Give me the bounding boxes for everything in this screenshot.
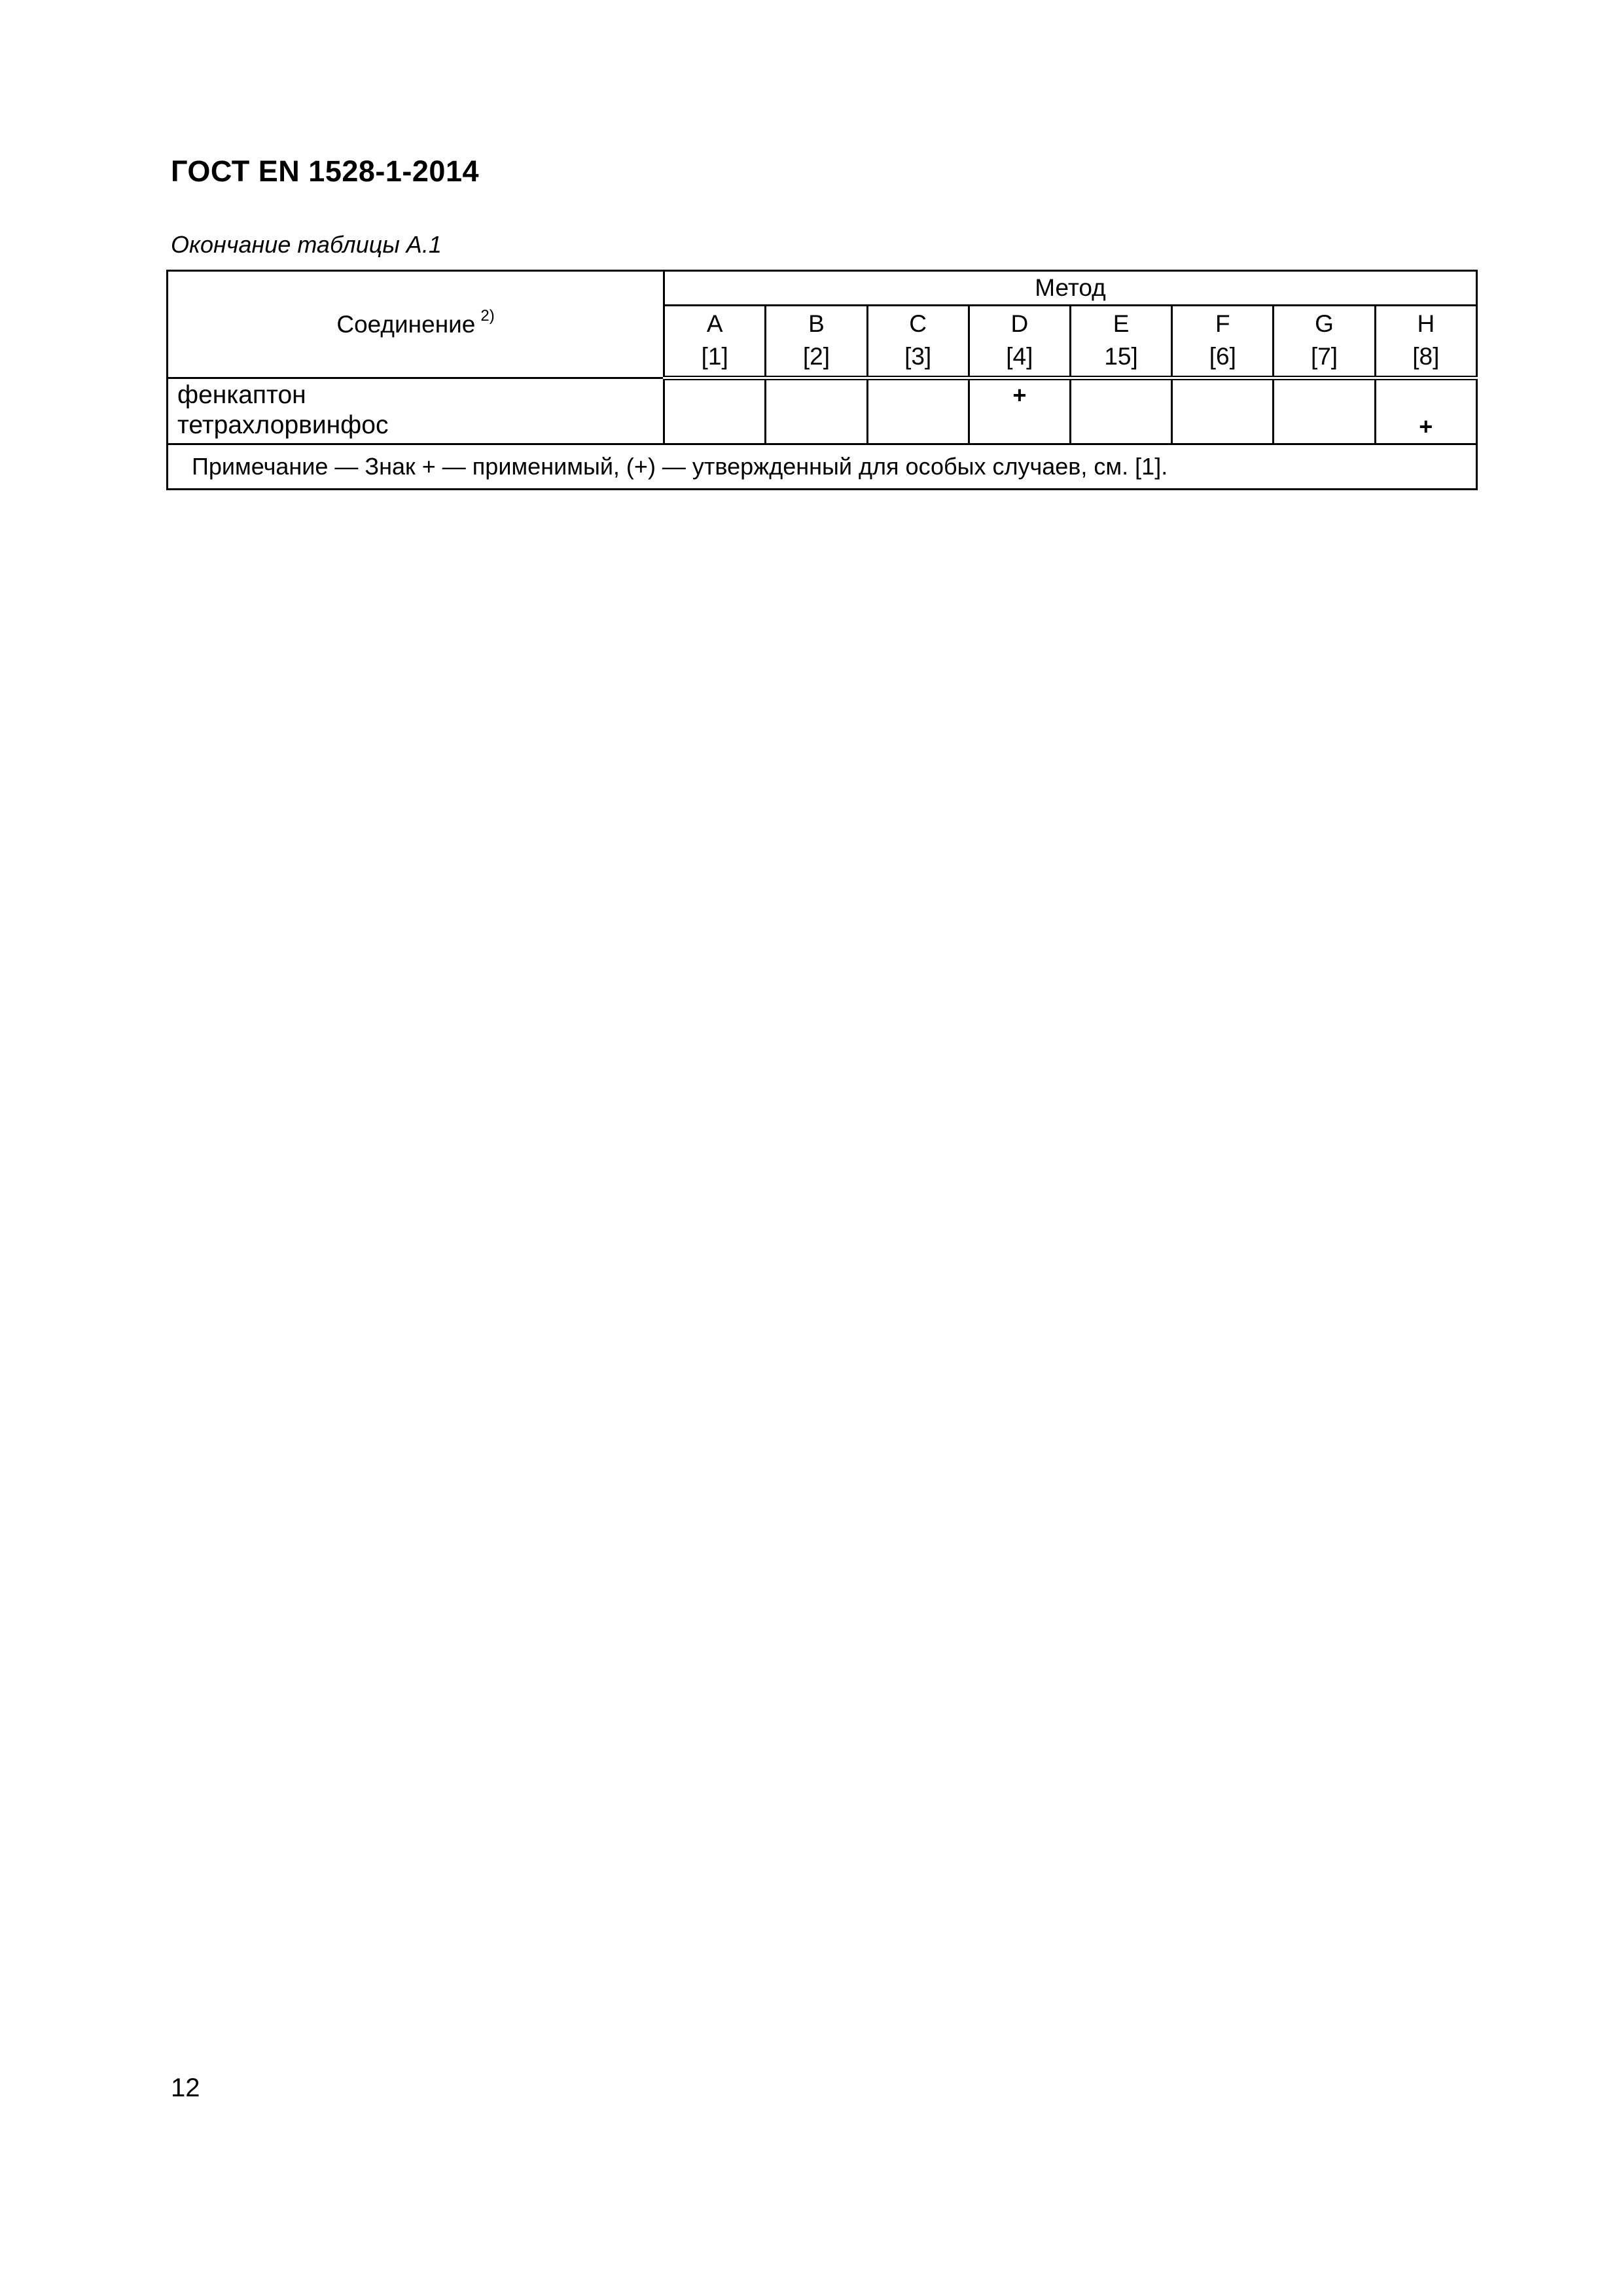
page-number: 12: [171, 2073, 200, 2102]
method-letter: G: [1315, 310, 1334, 337]
compound-name: тетрахлорвинфос: [177, 411, 389, 439]
table-note: Примечание — Знак + — применимый, (+) — утвержденный для особых случаев, см. [1].: [168, 444, 1477, 490]
method-letter: F: [1215, 310, 1230, 337]
table-cell: [1070, 378, 1171, 444]
compound-header-footnote: 2): [480, 306, 495, 325]
method-reference: 15]: [1104, 343, 1138, 370]
method-letter: Н: [1417, 310, 1435, 337]
table-cell: [969, 378, 1070, 444]
method-letter: С: [909, 310, 927, 337]
method-letter: Е: [1113, 310, 1130, 337]
applicable-mark: +: [1419, 413, 1433, 440]
compound-header: Соединение: [336, 310, 476, 338]
method-letter: А: [706, 310, 723, 337]
table-caption: Окончание таблицы А.1: [171, 231, 442, 258]
method-reference: [1]: [701, 343, 728, 370]
table-cell: [1274, 378, 1375, 444]
method-reference: [4]: [1006, 343, 1033, 370]
method-reference: [3]: [904, 343, 932, 370]
document-title: ГОСТ EN 1528-1-2014: [171, 154, 480, 188]
method-column-h: [1375, 306, 1476, 378]
method-letter: В: [808, 310, 825, 337]
table-cell: [766, 378, 867, 444]
compound-name: фенкаптон: [177, 381, 306, 409]
table-cell: [664, 378, 766, 444]
applicable-mark: +: [1012, 382, 1027, 408]
method-reference: [6]: [1209, 343, 1236, 370]
method-column-a: [664, 306, 766, 378]
method-column-d: [969, 306, 1070, 378]
method-header: Метод: [664, 271, 1477, 306]
method-reference: [7]: [1310, 343, 1338, 370]
methods-table: [166, 270, 1478, 490]
method-column-g: [1274, 306, 1375, 378]
method-column-f: [1172, 306, 1274, 378]
method-column-e: [1070, 306, 1171, 378]
compound-header-cell: [168, 271, 664, 378]
method-reference: [2]: [802, 343, 830, 370]
method-column-b: [766, 306, 867, 378]
method-column-c: [867, 306, 969, 378]
method-letter: D: [1010, 310, 1029, 337]
method-reference: [8]: [1412, 343, 1440, 370]
table-cell: [867, 378, 969, 444]
compound-names-cell: [168, 378, 664, 444]
table-cell: [1172, 378, 1274, 444]
table-row: [168, 378, 1477, 444]
table-cell: [1375, 378, 1476, 444]
